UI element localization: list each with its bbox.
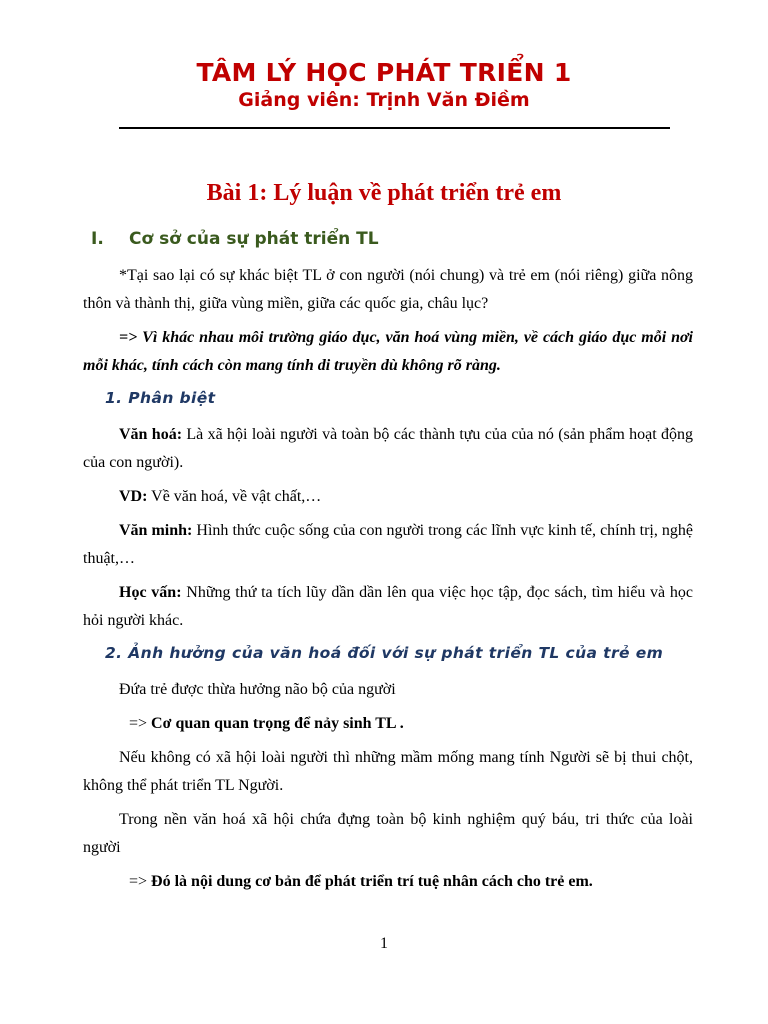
subsection-heading-1: 1. Phân biệt — [105, 389, 216, 407]
conclusion-text: Đó là nội dung cơ bản để phát triển trí tuệ nhân cách cho trẻ em. — [151, 873, 593, 890]
body-paragraph: Đứa trẻ được thừa hưởng não bộ của người — [119, 681, 396, 698]
conclusion-line — [129, 868, 593, 896]
definition-culture — [83, 421, 693, 477]
section-heading — [91, 229, 379, 249]
arrow-marker: => — [129, 715, 152, 732]
answer-paragraph: => Vì khác nhau môi trường giáo dục, văn hoá vùng miền, về cách giáo dục mỗi nơi mỗi khác, tính cách còn mang tính di truyền dù không rõ ràng. — [83, 329, 693, 374]
definition-text: Về văn hoá, về vật chất,… — [147, 488, 322, 505]
document-title: TÂM LÝ HỌC PHÁT TRIỂN 1 — [196, 58, 572, 87]
definition-education — [83, 579, 693, 635]
section-title: Cơ sở của sự phát triển TL — [129, 229, 379, 249]
lesson-title: Bài 1: Lý luận về phát triển trẻ em — [206, 180, 562, 206]
definition-text: Những thứ ta tích lũy dần dần lên qua việc học tập, đọc sách, tìm hiểu và học hỏi người khác. — [83, 584, 694, 629]
subsection-heading-2: 2. Ảnh hưởng của văn hoá đối với sự phát triển TL của trẻ em — [105, 644, 664, 662]
question-paragraph: *Tại sao lại có sự khác biệt TL ở con người (nói chung) và trẻ em (nói riêng) giữa nông thôn và thành thị, giữa vùng miền, giữa các quốc gia, châu lục? — [83, 267, 693, 312]
definition-term: Học vấn: — [119, 584, 182, 601]
lecturer-subtitle: Giảng viên: Trịnh Văn Điềm — [238, 89, 530, 111]
body-paragraph: Trong nền văn hoá xã hội chứa đựng toàn bộ kinh nghiệm quý báu, tri thức của loài người — [83, 811, 693, 856]
header-divider — [119, 127, 670, 129]
definition-term: Văn minh: — [119, 522, 193, 539]
definition-text: Hình thức cuộc sống của con người trong các lĩnh vực kinh tế, chính trị, nghệ thuật,… — [83, 522, 693, 567]
body-paragraph: Nếu không có xã hội loài người thì những mầm mống mang tính Người sẽ bị thui chột, không thể phát triển TL Người. — [83, 749, 693, 794]
page-number: 1 — [380, 935, 388, 952]
conclusion-text: Cơ quan quan trọng để nảy sinh TL . — [151, 715, 404, 732]
arrow-marker: => — [129, 873, 152, 890]
definition-civilization — [83, 517, 693, 573]
definition-term: VD: — [119, 488, 148, 505]
definition-text: Là xã hội loài người và toàn bộ các thành tựu của của nó (sản phẩm hoạt động của con người). — [83, 426, 693, 471]
conclusion-line — [129, 710, 404, 738]
definition-example — [83, 483, 693, 511]
definition-term: Văn hoá: — [119, 426, 183, 443]
section-number: I. — [91, 229, 104, 249]
